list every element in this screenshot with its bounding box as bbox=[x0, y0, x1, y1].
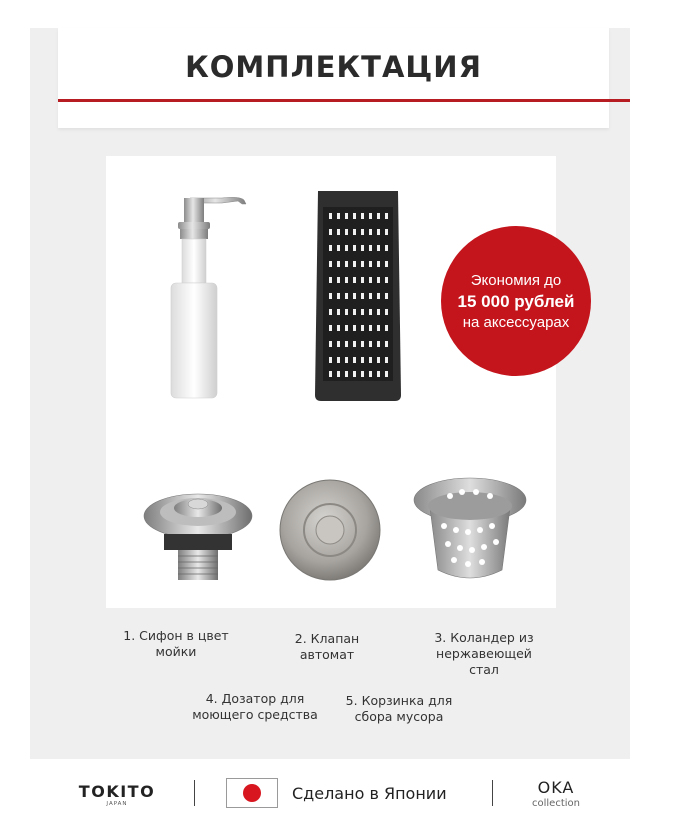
basket-icon bbox=[313, 189, 403, 403]
caption-item-1: 1. Сифон в цвет мойки bbox=[123, 628, 229, 659]
flag-sun bbox=[243, 784, 261, 802]
caption-item-2: 2. Клапан автомат bbox=[294, 631, 360, 662]
badge-line-2: 15 000 рублей bbox=[457, 291, 575, 311]
made-in-label: Сделано в Японии bbox=[292, 784, 447, 803]
title-underline bbox=[58, 99, 630, 102]
caption-item-4: 4. Дозатор для моющего средства bbox=[192, 691, 318, 722]
badge-line-1: Экономия до bbox=[470, 271, 562, 289]
page-title: КОМПЛЕКТАЦИЯ bbox=[185, 50, 482, 84]
japan-flag-icon bbox=[226, 778, 278, 808]
badge-line-3: на аксессуарах bbox=[462, 313, 570, 331]
dispenser-icon bbox=[160, 190, 260, 402]
caption-item-5: 5. Корзинка для сбора мусора bbox=[345, 693, 453, 724]
valve-icon bbox=[278, 476, 382, 586]
siphon-icon bbox=[140, 482, 256, 586]
caption-item-3: 3. Коландер из нержавеющей стал bbox=[434, 630, 534, 677]
colander-icon bbox=[410, 474, 530, 586]
brand-sub: JAPAN bbox=[106, 801, 128, 807]
footer-divider-1 bbox=[194, 780, 195, 806]
collection-sub: collection bbox=[532, 798, 580, 809]
collection-logo bbox=[520, 778, 592, 809]
collection-name: OKA bbox=[537, 778, 575, 797]
brand-name: TOKITO bbox=[78, 782, 156, 801]
brand-logo bbox=[72, 783, 162, 813]
footer-divider-2 bbox=[492, 780, 493, 806]
savings-badge bbox=[441, 226, 591, 376]
